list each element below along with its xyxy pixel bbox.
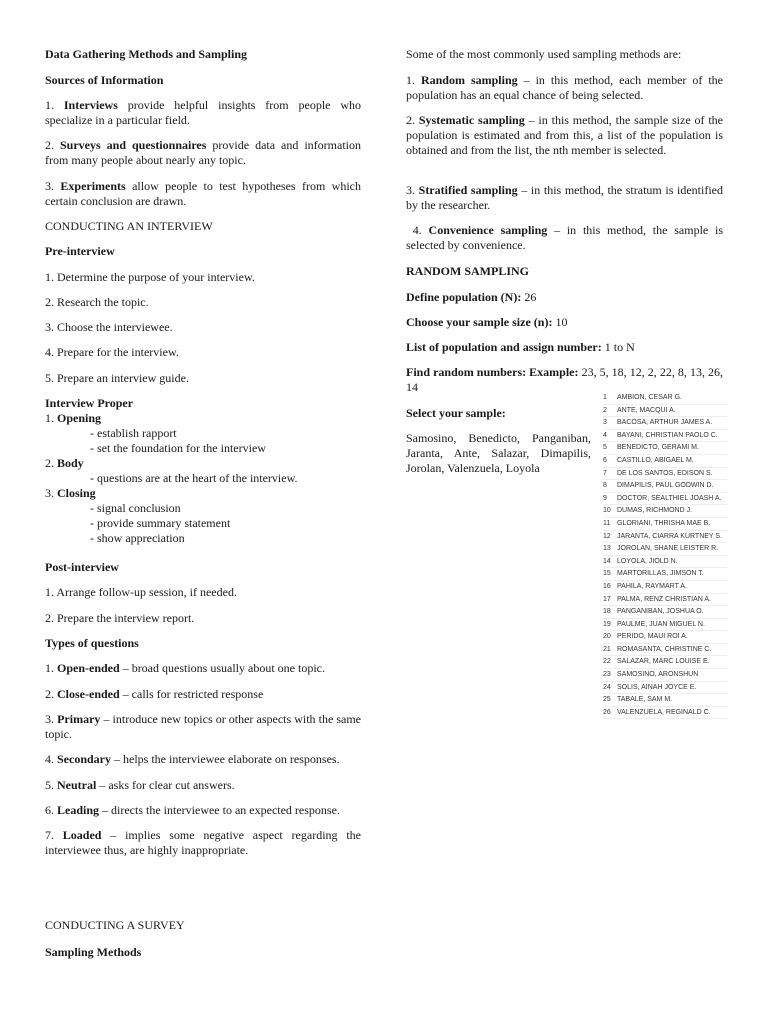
item-number: 6. <box>45 803 54 817</box>
opening-label <box>45 411 361 426</box>
sampling-method-item <box>406 73 723 103</box>
conducting-survey-heading: CONDUCTING A SURVEY <box>45 918 185 932</box>
item-number: 3. <box>406 183 415 197</box>
sampling-method-item <box>406 183 723 213</box>
roster-number: 17 <box>603 595 611 603</box>
item-number: 3. <box>45 712 54 726</box>
types-heading: Types of questions <box>45 636 139 650</box>
roster-row <box>603 631 727 644</box>
roster-row <box>603 619 727 632</box>
roster-name: PAHILA, RAYMART A. <box>617 582 687 590</box>
item-number: 4. <box>45 752 54 766</box>
conducting-interview-heading: CONDUCTING AN INTERVIEW <box>45 219 213 233</box>
roster-row <box>603 594 727 607</box>
item-text: – calls for restricted response <box>119 687 264 701</box>
question-type-item <box>45 778 361 793</box>
doc-title: Data Gathering Methods and Sampling <box>45 47 248 61</box>
roster-number: 22 <box>603 658 611 666</box>
pre-interview-heading: Pre-interview <box>45 244 115 258</box>
roster-name: JOROLAN, SHANE LEISTER R. <box>617 545 719 553</box>
roster-number: 4 <box>603 431 607 439</box>
source-item-experiments <box>45 179 361 209</box>
roster-row <box>603 543 727 556</box>
roster-number: 13 <box>603 545 611 553</box>
roster-name: PAULME, JUAN MIGUEL N. <box>617 620 705 628</box>
body-subitem: - questions are at the heart of the interview. <box>90 471 298 485</box>
roster-name: SOLIS, AINAH JOYCE E. <box>617 683 697 691</box>
roster-row <box>603 669 727 682</box>
item-number: 2. <box>45 138 54 152</box>
sampling-step <box>406 340 723 355</box>
source-item-surveys <box>45 138 361 168</box>
post-interview-step: 1. Arrange follow-up session, if needed. <box>45 585 237 599</box>
item-text: – directs the interviewee to an expected response. <box>99 803 340 817</box>
roster-name: DOCTOR, SEALTHIEL JOASH A. <box>617 494 722 502</box>
item-text: – introduce new topics or other aspects with the same topic. <box>45 712 362 741</box>
select-sample-label: Select your sample: <box>406 406 506 420</box>
sampling-intro: Some of the most commonly used sampling methods are: <box>406 47 682 61</box>
roster-number: 20 <box>603 633 611 641</box>
roster-name: GLORIANI, THRISHA MAE B. <box>617 519 711 527</box>
item-number: 3. <box>45 486 54 500</box>
interview-proper-heading: Interview Proper <box>45 396 134 410</box>
item-text: – in this method, each member of the population has an equal chance of being selected. <box>406 73 723 102</box>
roster-number: 6 <box>603 456 607 464</box>
roster-number: 7 <box>603 469 607 477</box>
post-interview-heading: Post-interview <box>45 560 119 574</box>
sampling-method-item <box>406 223 723 253</box>
source-item-interviews <box>45 98 361 128</box>
item-number: 4. <box>412 223 422 237</box>
item-text: provide helpful insights from people who specialize in a particular field. <box>45 98 362 127</box>
step-label: Choose your sample size (n): <box>406 315 553 329</box>
selected-sample: Samosino, Benedicto, Panganiban, Jaranta, Ante, Salazar, Dimapilis, Jorolan, Valenzuela, Loyola <box>406 431 591 475</box>
item-number: 2. <box>406 113 415 127</box>
roster-name: MARTORILLAS, JIMSON T. <box>617 570 704 578</box>
pre-interview-step: 4. Prepare for the interview. <box>45 345 179 359</box>
question-type-item <box>45 752 361 767</box>
roster-name: BENEDICTO, GERAMI M. <box>617 444 699 452</box>
roster-name: VALENZUELA, REGINALD C. <box>617 708 711 716</box>
roster-name: AMBION, CESAR G. <box>617 394 682 401</box>
item-text: allow people to test hypotheses from which certain conclusion are drawn. <box>45 179 362 208</box>
roster-row <box>603 455 727 468</box>
step-value: 1 to N <box>601 340 635 354</box>
opening-subitem: - establish rapport <box>90 426 177 440</box>
roster-row <box>603 430 727 443</box>
roster-row <box>603 556 727 569</box>
item-term: Random sampling <box>420 73 518 87</box>
roster-row <box>603 392 727 405</box>
roster-name: DIMAPILIS, PAUL GODWIN D. <box>617 482 714 490</box>
roster-name: TABALE, SAM M. <box>617 696 673 704</box>
item-term: Secondary <box>57 752 111 766</box>
sampling-method-item <box>406 113 723 158</box>
item-term: Opening <box>57 411 102 425</box>
roster-row <box>603 405 727 418</box>
roster-number: 9 <box>603 494 607 502</box>
item-number: 7. <box>45 828 54 842</box>
step-value: 23, 5, 18, 12, 2, 22, 8, 13, 26, 14 <box>406 365 723 394</box>
item-text: provide data and information from many people about nearly any topic. <box>45 138 361 167</box>
roster-row <box>603 707 727 720</box>
roster-row <box>603 480 727 493</box>
item-number: 3. <box>45 179 54 193</box>
roster-row <box>603 682 727 695</box>
item-text: – broad questions usually about one topic. <box>119 661 325 675</box>
roster-number: 1 <box>603 394 607 401</box>
item-number: 5. <box>45 778 54 792</box>
roster-row <box>603 644 727 657</box>
item-term: Surveys and questionnaires <box>59 138 207 152</box>
roster-number: 23 <box>603 671 611 679</box>
roster-row <box>603 581 727 594</box>
roster-name: PANGANIBAN, JOSHUA O. <box>617 608 704 616</box>
closing-subitem: - provide summary statement <box>90 516 231 530</box>
item-term: Systematic sampling <box>418 113 525 127</box>
roster-row <box>603 518 727 531</box>
item-term: Closing <box>57 486 96 500</box>
class-roster-list <box>603 392 727 719</box>
roster-name: PERIDO, MAUI ROI A. <box>617 633 688 641</box>
item-number: 1. <box>45 661 54 675</box>
pre-interview-step: 3. Choose the interviewee. <box>45 320 173 334</box>
roster-name: SAMOSINO, ARONSHUN <box>617 671 699 679</box>
roster-number: 15 <box>603 570 611 578</box>
item-text: – implies some negative aspect regarding the interviewee thus, are highly inappropriate. <box>45 828 361 857</box>
question-type-item <box>45 687 361 702</box>
item-term: Close-ended <box>57 687 120 701</box>
roster-name: PALMA, RENZ CHRISTIAN A. <box>617 595 711 603</box>
item-number: 2. <box>45 687 54 701</box>
roster-number: 24 <box>603 683 611 691</box>
roster-name: LOYOLA, JIOLD N. <box>617 557 678 565</box>
pre-interview-step: 1. Determine the purpose of your interview. <box>45 270 255 284</box>
item-number: 1. <box>406 73 415 87</box>
opening-subitem: - set the foundation for the interview <box>90 441 266 455</box>
sampling-step <box>406 315 723 330</box>
roster-name: DUMAS, RICHMOND J. <box>617 507 693 515</box>
item-text: – helps the interviewee elaborate on responses. <box>111 752 340 766</box>
item-number: 1. <box>45 411 54 425</box>
step-label: List of population and assign number: <box>406 340 602 354</box>
item-text: – asks for clear cut answers. <box>96 778 235 792</box>
item-term: Convenience sampling <box>428 223 548 237</box>
closing-subitem: - signal conclusion <box>90 501 181 515</box>
pre-interview-step: 5. Prepare an interview guide. <box>45 371 189 385</box>
roster-number: 25 <box>603 696 611 704</box>
roster-row <box>603 568 727 581</box>
item-term: Leading <box>57 803 100 817</box>
roster-number: 16 <box>603 582 611 590</box>
roster-row <box>603 606 727 619</box>
question-type-item <box>45 661 361 676</box>
body-label <box>45 456 361 471</box>
roster-number: 8 <box>603 482 607 490</box>
step-value: 26 <box>521 290 537 304</box>
roster-name: DE LOS SANTOS, EDISON S. <box>617 469 713 477</box>
roster-row <box>603 531 727 544</box>
roster-number: 12 <box>603 532 611 540</box>
item-term: Neutral <box>57 778 97 792</box>
post-interview-step: 2. Prepare the interview report. <box>45 611 195 625</box>
roster-number: 3 <box>603 419 607 427</box>
roster-name: SALAZAR, MARC LOUISE E. <box>617 658 710 666</box>
question-type-item <box>45 803 361 818</box>
sampling-step <box>406 290 723 305</box>
item-term: Loaded <box>62 828 102 842</box>
random-sampling-heading: RANDOM SAMPLING <box>406 264 529 278</box>
item-text: – in this method, the stratum is identified by the researcher. <box>406 183 724 212</box>
roster-number: 11 <box>603 519 611 527</box>
roster-number: 2 <box>603 406 607 414</box>
sources-heading: Sources of Information <box>45 73 164 87</box>
roster-number: 14 <box>603 557 611 565</box>
roster-row <box>603 417 727 430</box>
roster-row <box>603 493 727 506</box>
roster-row <box>603 442 727 455</box>
item-term: Open-ended <box>57 661 120 675</box>
item-term: Experiments <box>60 179 126 193</box>
roster-name: JARANTA, CIARRA KURTNEY S. <box>617 532 723 540</box>
item-term: Stratified sampling <box>418 183 518 197</box>
roster-name: CASTILLO, ABIGAEL M. <box>617 456 694 464</box>
step-label: Define population (N): <box>406 290 522 304</box>
item-term: Interviews <box>63 98 118 112</box>
roster-number: 26 <box>603 708 611 716</box>
roster-name: ROMASANTA, CHRISTINE C. <box>617 645 712 653</box>
interview-proper-section <box>45 396 361 546</box>
item-text: – in this method, the sample size of the population is estimated and from this, a list of the population is obtained and from the list, the nth member is selected. <box>406 113 724 157</box>
roster-number: 5 <box>603 444 607 452</box>
item-term: Primary <box>57 712 101 726</box>
item-text: – in this method, the sample is selected by convenience. <box>406 223 723 252</box>
roster-row <box>603 694 727 707</box>
question-type-item <box>45 712 361 742</box>
roster-row <box>603 505 727 518</box>
roster-name: ANTE, MACQUI A. <box>617 406 676 414</box>
step-value: 10 <box>552 315 568 329</box>
step-label: Find random numbers: Example: <box>406 365 579 379</box>
sampling-methods-heading: Sampling Methods <box>45 945 142 959</box>
item-term: Body <box>57 456 84 470</box>
roster-name: BACOSA, ARTHUR JAMES A. <box>617 419 713 427</box>
roster-row <box>603 468 727 481</box>
item-number: 1. <box>45 98 54 112</box>
roster-number: 21 <box>603 645 611 653</box>
closing-label <box>45 486 361 501</box>
question-type-item <box>45 828 361 858</box>
roster-number: 19 <box>603 620 611 628</box>
item-number: 2. <box>45 456 54 470</box>
sampling-step <box>406 365 723 395</box>
roster-number: 10 <box>603 507 611 515</box>
roster-number: 18 <box>603 608 611 616</box>
closing-subitem: - show appreciation <box>90 531 185 545</box>
pre-interview-step: 2. Research the topic. <box>45 295 149 309</box>
roster-row <box>603 656 727 669</box>
roster-name: BAYANI, CHRISTIAN PAOLO C. <box>617 431 718 439</box>
